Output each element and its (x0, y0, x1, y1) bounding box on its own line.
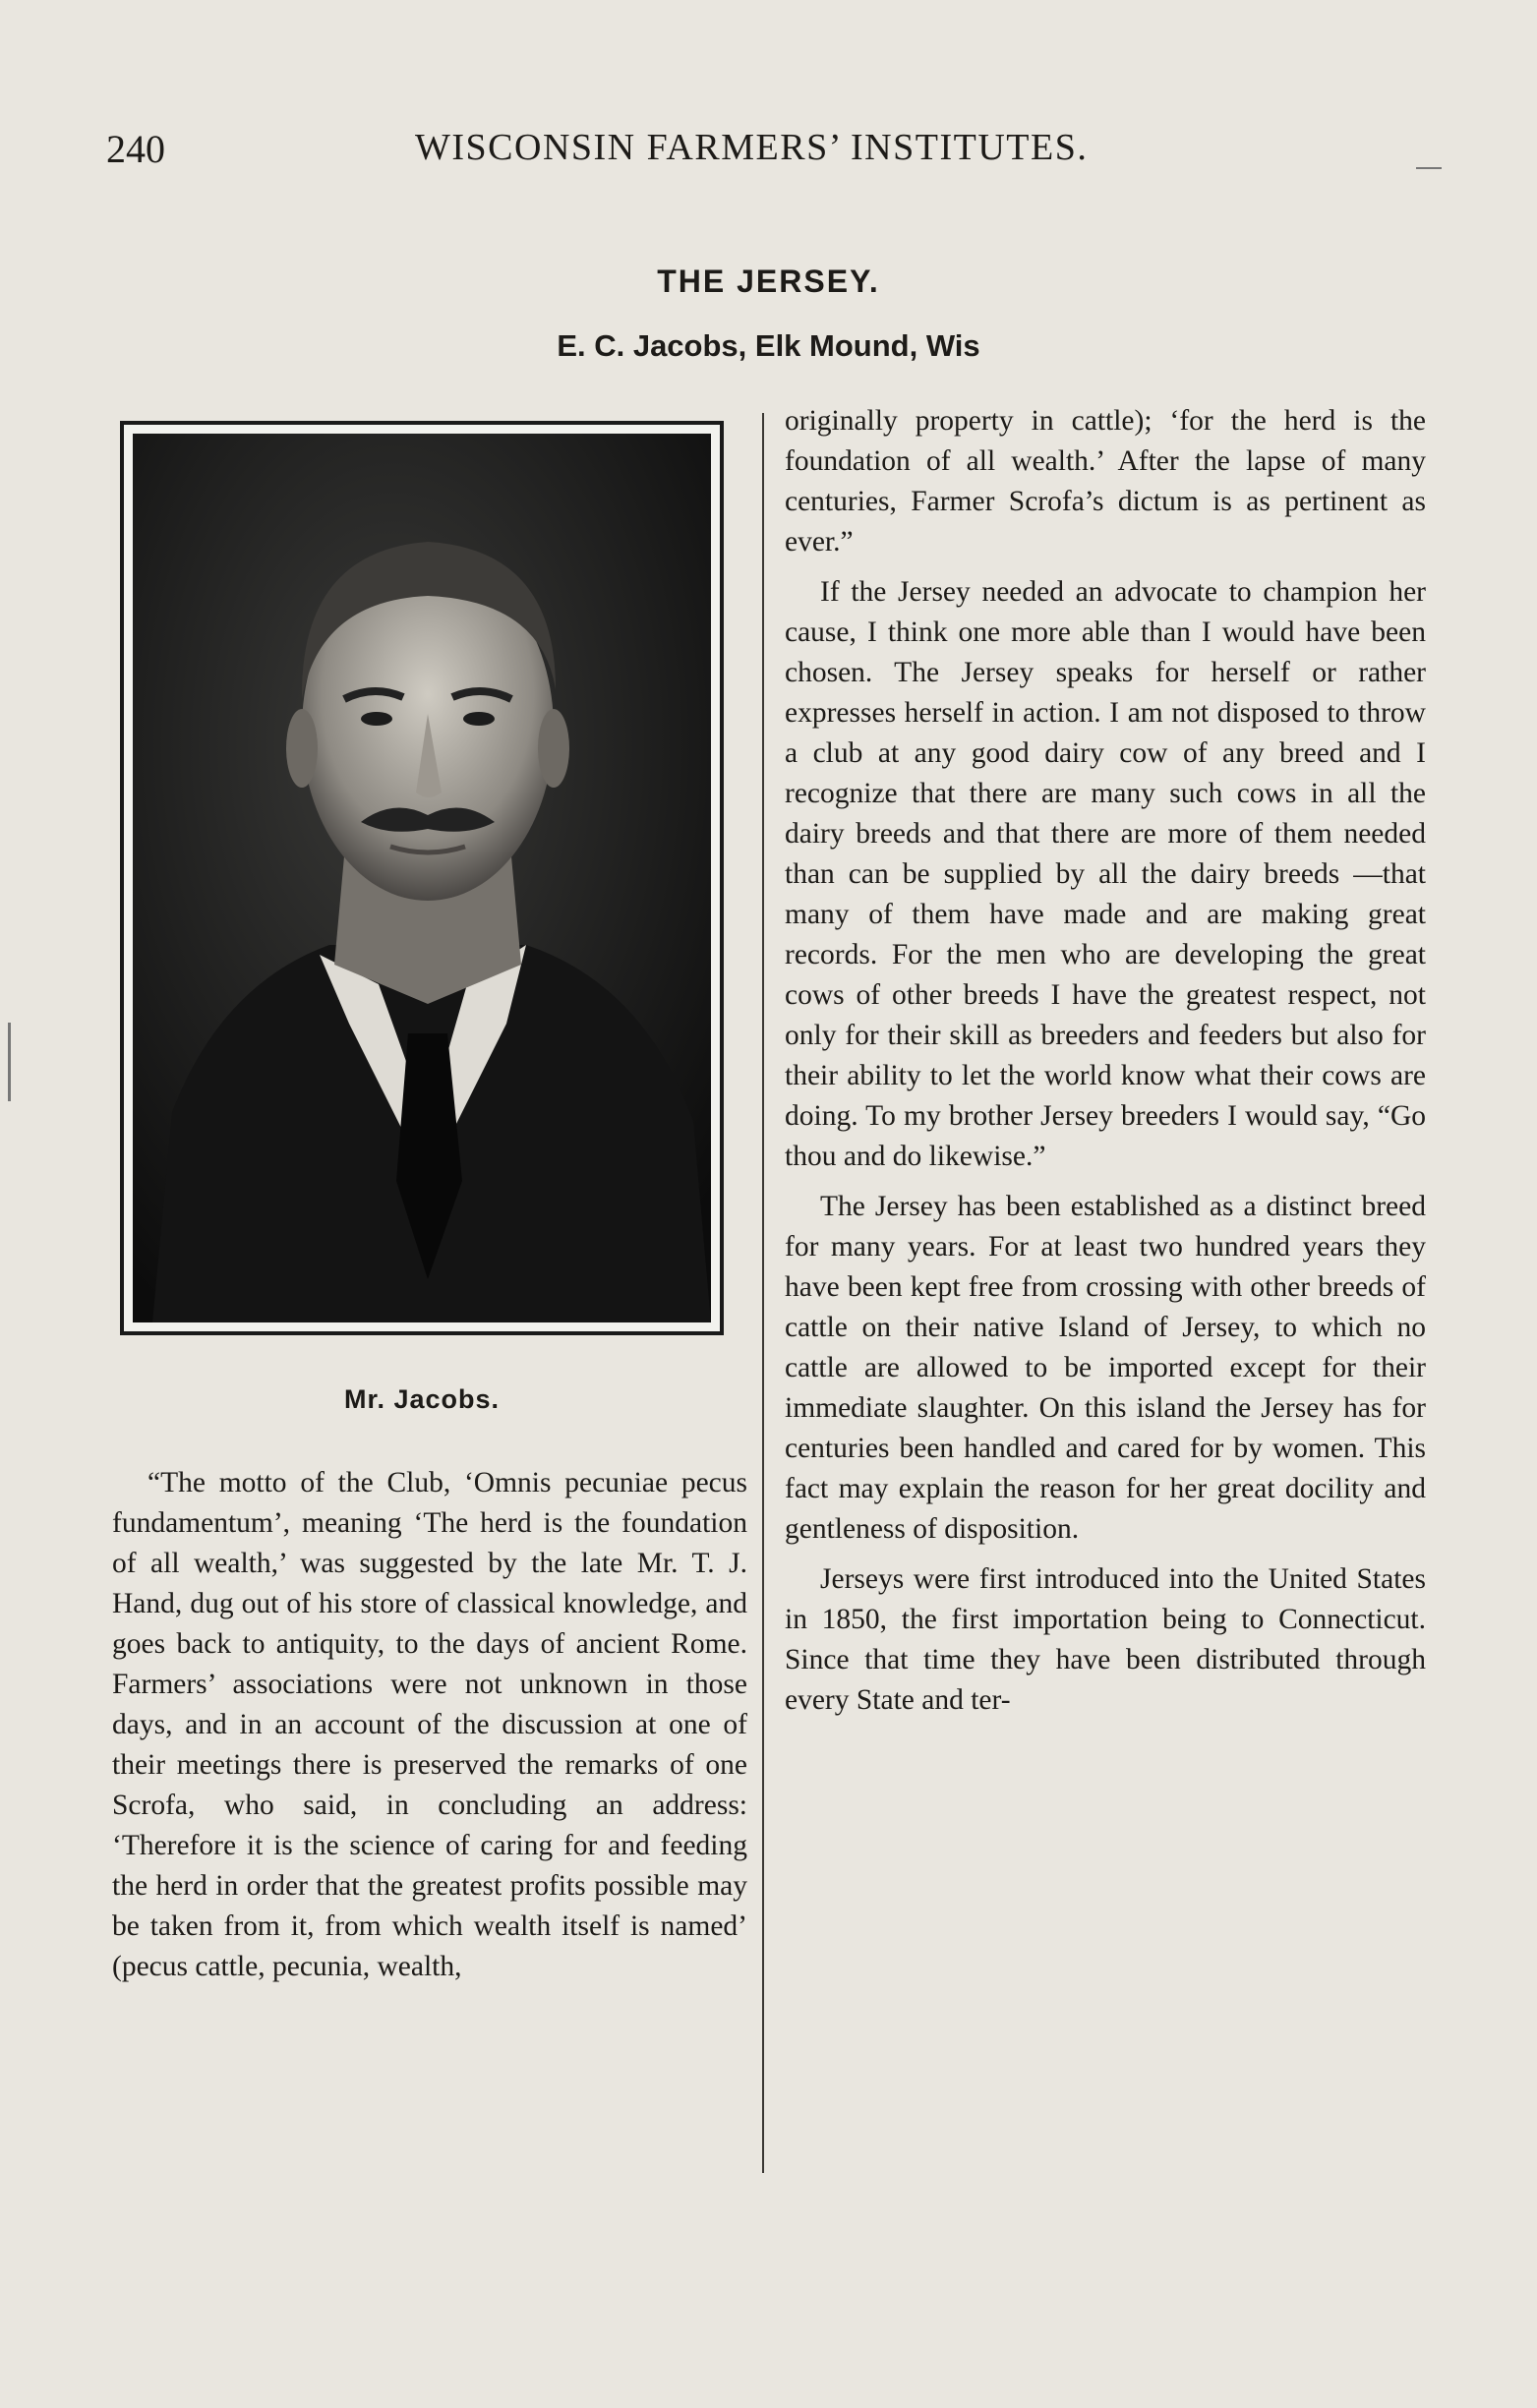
column-divider (762, 413, 764, 2173)
page-number: 240 (106, 127, 165, 171)
article-title: THE JERSEY. (657, 264, 880, 299)
paragraph: Jerseys were first introduced into the United States in 1850, the first importation being to Connecticut. Since that time they have been distributed through every State and ter- (785, 1563, 1426, 1716)
running-head: WISCONSIN FARMERS’ INSTITUTES. (415, 127, 1089, 168)
paragraph: If the Jersey needed an advocate to champion her cause, I think one more able than I would have been chosen. The Jersey speaks for herself or rather expresses herself in action. I am not disposed to throw a club at any good dairy cow of any breed and I recognize that there are many such cows in all the dairy breeds and that there are more of them needed than can be supplied by all the dairy breeds —that many of them have made and are making great records. For the men who are developing the great cows of other breeds I have the greatest respect, not only for their skill as breeders and feeders but also for their ability to let the world know what their cows are doing. To my brother Jersey breeders I would say, “Go thou and do likewise.” (785, 576, 1426, 1172)
page-header (106, 126, 1385, 185)
portrait-photo-frame (120, 421, 724, 1335)
scan-mark (8, 1023, 11, 1101)
right-column (785, 401, 1426, 1721)
article-byline: E. C. Jacobs, Elk Mound, Wis (557, 328, 980, 363)
portrait-photo (133, 434, 711, 1322)
paragraph: “The motto of the Club, ‘Omnis pecuniae pecus fundamentum’, meaning ‘The herd is the foundation of all wealth,’ was suggested by the late Mr. T. J. Hand, dug out of his store of classical knowledge, and goes back to antiquity, to the days of ancient Rome. Farmers’ associations were not unknown in those days, and in an account of the discussion at one of their meetings there is preserved the remarks of one Scrofa, who said, in concluding an address: ‘Therefore it is the science of caring for and feeding the herd in order that the greatest profits possible may be taken from it, from which wealth itself is named’ (pecus cattle, pecunia, wealth, (112, 1467, 747, 1982)
photo-caption: Mr. Jacobs. (343, 1384, 501, 1414)
scan-mark (1416, 167, 1442, 169)
left-column (112, 1463, 747, 1987)
paragraph: originally property in cattle); ‘for the herd is the foundation of all wealth.’ After the lapse of many centuries, Farmer Scrofa’s dictum is as pertinent as ever.” (785, 405, 1426, 558)
paragraph: The Jersey has been established as a distinct breed for many years. For at least two hundred years they have been kept free from crossing with other breeds of cattle on their native Island of Jersey, to which no cattle are allowed to be imported except for their immediate slaughter. On this island the Jersey has for centuries been handled and cared for by women. This fact may explain the reason for her great docility and gentleness of disposition. (785, 1191, 1426, 1545)
